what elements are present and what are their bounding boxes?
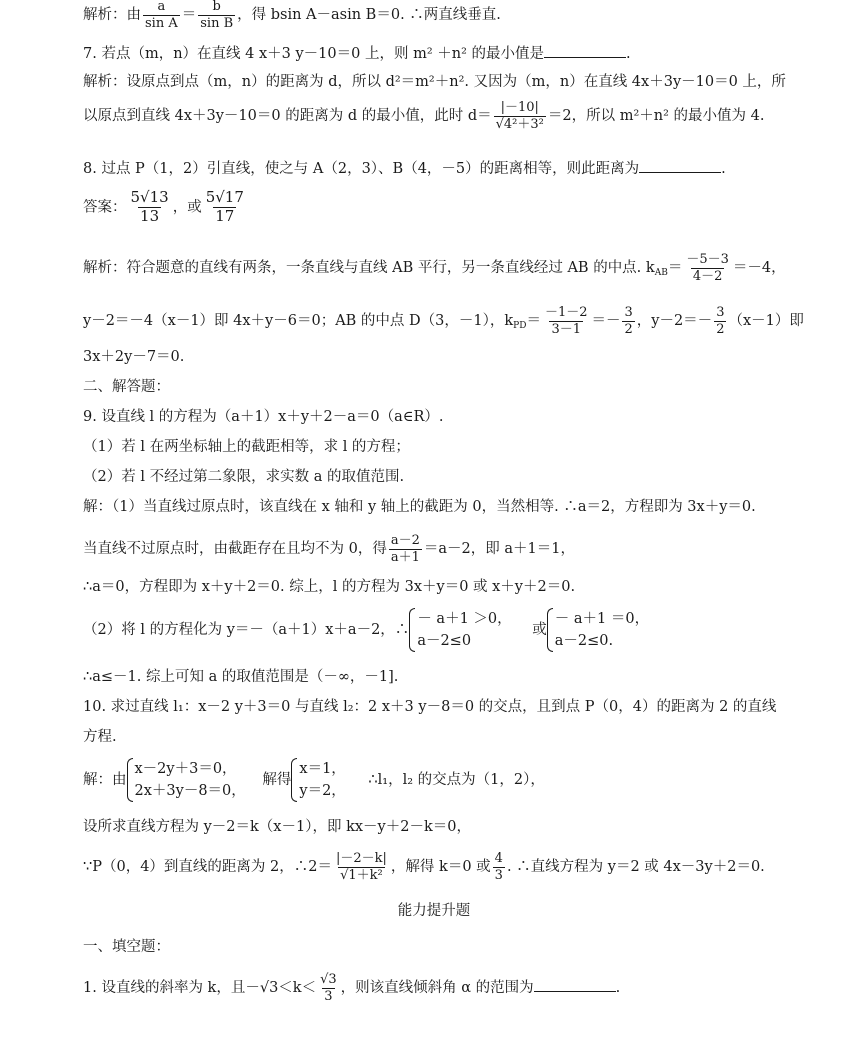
denominator: sin B (200, 15, 234, 31)
question-9-part2 (83, 468, 404, 486)
fraction (714, 306, 726, 336)
text: （2）若 l 不经过第二象限，求实数 a 的取值范围. (83, 469, 405, 485)
system-row: a－2≤0 (417, 633, 472, 649)
denominator: 2 (716, 321, 725, 337)
question-text: 方程. (83, 729, 117, 745)
text: ∵P（0，4）到直线的距离为 2，∴2＝ (83, 859, 332, 876)
text: . (615, 980, 621, 997)
answer-8 (83, 190, 248, 225)
system-row: x－2y＋3＝0， (134, 761, 237, 777)
text: 解得 (262, 772, 292, 788)
fraction (543, 306, 590, 336)
section-heading-2 (83, 378, 170, 396)
denominator: 3 (324, 988, 333, 1004)
answer-blank[interactable] (534, 977, 616, 992)
solution-8-line2 (83, 306, 804, 336)
question-text: 8. 过点 P（1，2）引直线，使之与 A（2，3）、B（4，－5）的距离相等，则此距离为 (83, 161, 640, 177)
solution-10-line1 (83, 758, 545, 802)
numerator: 5√13 (130, 188, 169, 206)
system-row: a－2≤0. (554, 633, 614, 649)
numerator: a－2 (390, 533, 420, 548)
heading-advanced (0, 902, 868, 920)
fraction (493, 852, 505, 882)
text: ＝ (181, 7, 197, 24)
text: ∴a≤－1. 综上可知 a 的取值范围是（－∞，－1]. (83, 669, 399, 685)
numerator: |－2－k| (336, 851, 387, 866)
solution-10-line3 (83, 852, 765, 882)
fraction (494, 101, 546, 131)
question-text: 10. 求过直线 l₁：x－2 y＋3＝0 与直线 l₂：2 x＋3 y－8＝0 的交点，且到点 P（0，4）的距离为 2 的直线 (83, 699, 777, 715)
text: 解析：设原点到点（m，n）的距离为 d，所以 d²＝m²＋n². 又因为（m，n）在直线 4x＋3y－10＝0 上，所 (83, 74, 786, 90)
text: ∴l₁，l₂ 的交点为（1，2）， (368, 772, 545, 788)
text: 解：由 (83, 772, 127, 788)
text: 当直线不过原点时，由截距存在且均不为 0，得 (83, 541, 387, 558)
denominator: a＋1 (390, 549, 420, 565)
subscript: PD (513, 321, 527, 332)
text: y－2＝－4（x－1）即 4x＋y－6＝0；AB 的中点 D（3，－1），k (83, 313, 514, 330)
numerator: 4 (494, 851, 503, 866)
question-7 (83, 43, 631, 63)
equation-system (547, 608, 649, 652)
denominator: √4²＋3² (495, 116, 544, 132)
solution-6-tail (83, 0, 501, 30)
denominator: 4－2 (692, 268, 723, 284)
numerator: 5√17 (205, 188, 244, 206)
numerator: 3 (716, 305, 725, 320)
denominator: sin A (145, 15, 178, 31)
system-row: x＝1， (299, 761, 346, 777)
section-title: 一、填空题： (83, 939, 170, 955)
text: ＝a－2，即 a＋1＝1， (423, 541, 575, 558)
solution-8-line1 (83, 253, 786, 283)
system-row: 2x＋3y－8＝0， (134, 783, 246, 799)
solution-9-line4 (83, 608, 651, 652)
question-10-line1 (83, 698, 776, 716)
fraction (318, 973, 339, 1003)
text: 解析：由 (83, 7, 141, 24)
numerator: 3 (624, 305, 633, 320)
question-text: 9. 设直线 l 的方程为（a＋1）x＋y＋2－a＝0（a∈R）. (83, 409, 444, 425)
solution-9-line2 (83, 534, 575, 564)
question-text: 1. 设直线的斜率为 k，且－√3＜k＜ (83, 980, 317, 997)
system-row: － a＋1 ＝0， (554, 611, 650, 627)
section-heading-1 (83, 938, 170, 956)
solution-9-line3 (83, 578, 575, 596)
text: . (721, 161, 726, 177)
text: ＝2，所以 m²＋n² 的最小值为 4. (547, 108, 765, 125)
equation-system (291, 758, 345, 802)
numerator: √3 (320, 972, 337, 987)
solution-9-line5 (83, 668, 398, 686)
fraction (204, 190, 246, 225)
numerator: －5－3 (686, 252, 729, 267)
denominator: 2 (624, 321, 633, 337)
answer-blank[interactable] (639, 158, 721, 173)
section-title: 二、解答题： (83, 379, 170, 395)
system-row: y＝2， (299, 783, 346, 799)
system-row: － a＋1 ＞0， (417, 611, 512, 627)
fraction (198, 0, 235, 30)
text: . ∴直线方程为 y＝2 或 4x－3y＋2＝0. (506, 859, 765, 876)
question-text: 7. 若点（m，n）在直线 4 x＋3 y－10＝0 上，则 m² ＋n² 的最小值是 (83, 46, 545, 62)
text: （1）若 l 在两坐标轴上的截距相等，求 l 的方程； (83, 439, 410, 455)
text: （2）将 l 的方程化为 y＝－（a＋1）x＋a－2，∴ (83, 622, 410, 638)
numerator: a (157, 0, 166, 14)
equation-system (127, 758, 246, 802)
answer-blank[interactable] (544, 43, 626, 58)
text: （x－1）即 (728, 313, 804, 330)
text: ，解得 k＝0 或 (390, 859, 491, 876)
fraction (143, 0, 180, 30)
fraction (622, 306, 634, 336)
equation-system (409, 608, 511, 652)
fraction (684, 253, 731, 283)
text: 解：（1）当直线过原点时，该直线在 x 轴和 y 轴上的截距为 0，当然相等. ∴a＝2，方程即为 3x＋y＝0. (83, 499, 756, 515)
solution-8-line3 (83, 348, 184, 366)
text: 设所求直线方程为 y－2＝k（x－1），即 kx－y＋2－k＝0， (83, 819, 471, 835)
text: ∴a＝0，方程即为 x＋y＋2＝0. 综上，l 的方程为 3x＋y＝0 或 x＋y＋2＝0. (83, 579, 576, 595)
numerator: |－10| (500, 100, 539, 115)
subscript: AB (654, 268, 668, 279)
solution-9-line1 (83, 498, 756, 516)
question-9-part1 (83, 438, 410, 456)
fraction (334, 852, 389, 882)
answer-label: 答案： (83, 199, 127, 216)
solution-7-line2 (83, 101, 764, 131)
solution-10-line2 (83, 818, 471, 836)
question-8 (83, 158, 726, 178)
question-1 (83, 973, 620, 1003)
text: ＝－4， (732, 260, 786, 277)
text: ＝ (526, 313, 541, 330)
section-title: 能力提升题 (397, 903, 471, 919)
text: ，或 (172, 199, 202, 216)
text: ，得 bsin A－asin B＝0. ∴两直线垂直. (237, 7, 501, 24)
denominator: 17 (215, 206, 235, 225)
denominator: 3－1 (551, 321, 581, 337)
fraction (389, 534, 422, 564)
question-9 (83, 408, 444, 426)
question-10-line2 (83, 728, 117, 746)
text: 或 (532, 622, 547, 638)
text: ＝ (667, 260, 683, 277)
denominator: √1＋k² (340, 867, 383, 883)
text: 解析：符合题意的直线有两条，一条直线与直线 AB 平行，另一条直线经过 AB 的中点. k (83, 260, 655, 277)
fraction (129, 190, 171, 225)
text: ＝－ (591, 313, 621, 330)
numerator: b (212, 0, 221, 14)
text: . (626, 46, 631, 62)
denominator: 3 (494, 867, 503, 883)
solution-7-line1 (83, 73, 786, 91)
numerator: －1－2 (544, 305, 588, 320)
question-text: ，则该直线倾斜角 α 的范围为 (340, 980, 534, 997)
text: 以原点到直线 4x＋3y－10＝0 的距离为 d 的最小值，此时 d＝ (83, 108, 492, 125)
text: ，y－2＝－ (636, 313, 713, 330)
text: 3x＋2y－7＝0. (83, 349, 185, 365)
denominator: 13 (140, 206, 160, 225)
